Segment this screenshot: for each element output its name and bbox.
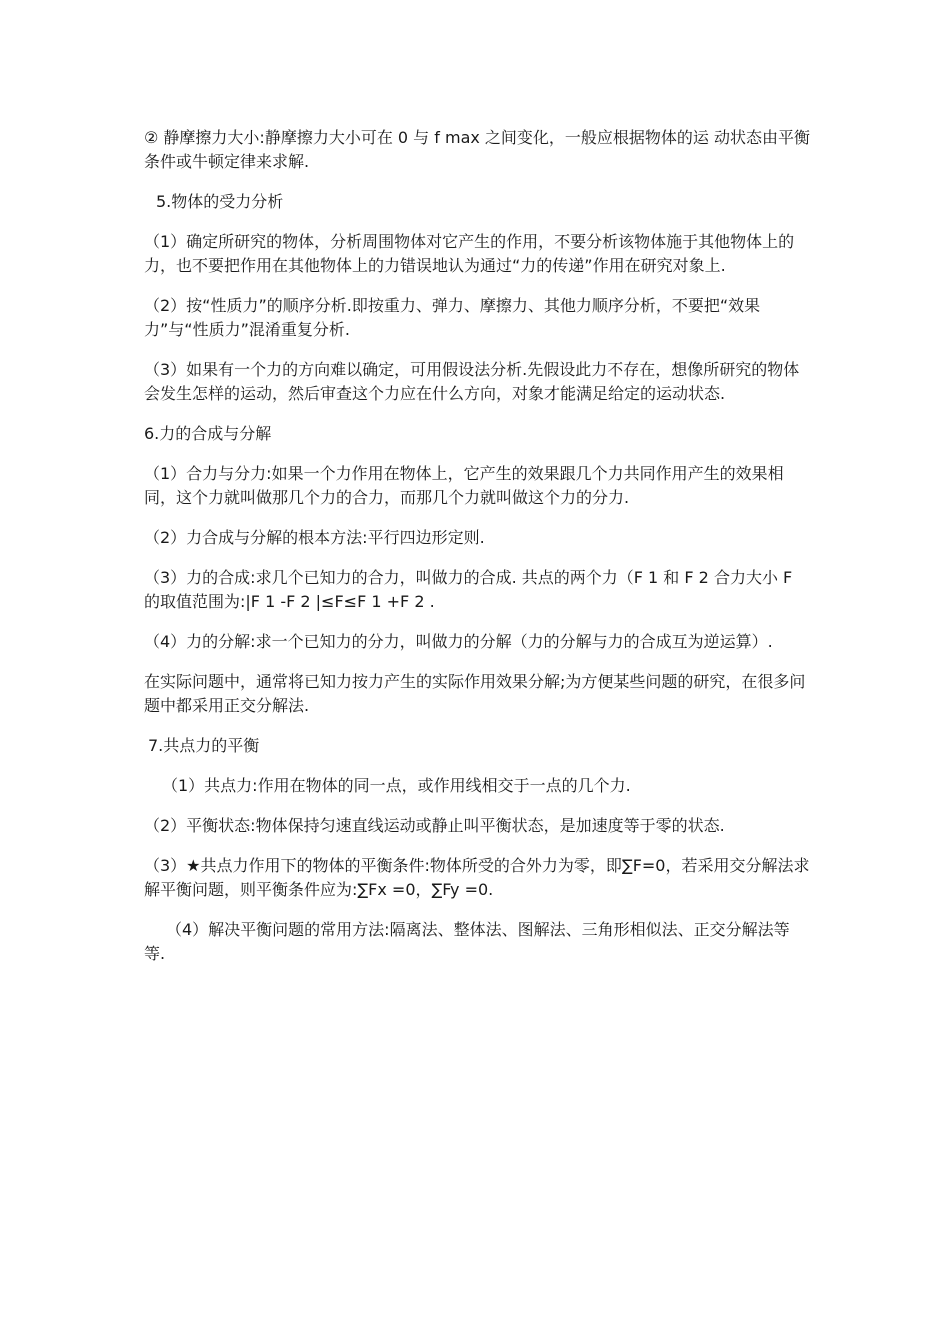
paragraph-equilibrium-4: （4）解决平衡问题的常用方法:隔离法、整体法、图解法、三角形相似法、正交分解法等等. <box>144 920 790 963</box>
paragraph-force-analysis-2: （2）按“性质力”的顺序分析.即按重力、弹力、摩擦力、其他力顺序分析，不要把“效果力”与“性质力”混淆重复分析. <box>144 296 761 339</box>
paragraph-composition-2: （2）力合成与分解的根本方法:平行四边形定则. <box>144 528 485 547</box>
paragraph-equilibrium-3: （3）★共点力作用下的物体的平衡条件:物体所受的合外力为零，即∑F=0，若采用交分解法求解平衡问题，则平衡条件应为:∑Fx =0，∑Fy =0. <box>144 856 810 899</box>
paragraph-static-friction: ② 静摩擦力大小:静摩擦力大小可在 0 与 f max 之间变化，一般应根据物体的运 动状态由平衡条件或牛顿定律来求解. <box>144 128 811 171</box>
paragraph-composition-1: （1）合力与分力:如果一个力作用在物体上，它产生的效果跟几个力共同作用产生的效果相同，这个力就叫做那几个力的合力，而那几个力就叫做这个力的分力. <box>144 464 784 507</box>
paragraph-force-analysis-1: （1）确定所研究的物体，分析周围物体对它产生的作用，不要分析该物体施于其他物体上的力，也不要把作用在其他物体上的力错误地认为通过“力的传递”作用在研究对象上. <box>144 232 795 275</box>
paragraph-equilibrium-1: （1）共点力:作用在物体的同一点，或作用线相交于一点的几个力. <box>162 776 631 795</box>
paragraph-composition-3: （3）力的合成:求几个已知力的合力，叫做力的合成. 共点的两个力（F 1 和 F 2 合力大小 F 的取值范围为:|F 1 -F 2 |≤F≤F 1 +F 2 . <box>144 568 793 611</box>
heading-equilibrium: 7.共点力的平衡 <box>148 736 260 755</box>
heading-composition-decomposition: 6.力的合成与分解 <box>144 424 272 443</box>
paragraph-force-analysis-3: （3）如果有一个力的方向难以确定，可用假设法分析.先假设此力不存在，想像所研究的物体会发生怎样的运动，然后审查这个力应在什么方向，对象才能满足给定的运动状态. <box>144 360 800 403</box>
heading-force-analysis: 5.物体的受力分析 <box>156 192 284 211</box>
paragraph-equilibrium-2: （2）平衡状态:物体保持匀速直线运动或静止叫平衡状态，是加速度等于零的状态. <box>144 816 725 835</box>
paragraph-composition-4: （4）力的分解:求一个已知力的分力，叫做力的分解（力的分解与力的合成互为逆运算）. <box>144 632 773 651</box>
paragraph-orthogonal-decomposition: 在实际问题中，通常将已知力按力产生的实际作用效果分解;为方便某些问题的研究，在很多问题中都采用正交分解法. <box>144 672 806 715</box>
document-body <box>144 126 810 982</box>
